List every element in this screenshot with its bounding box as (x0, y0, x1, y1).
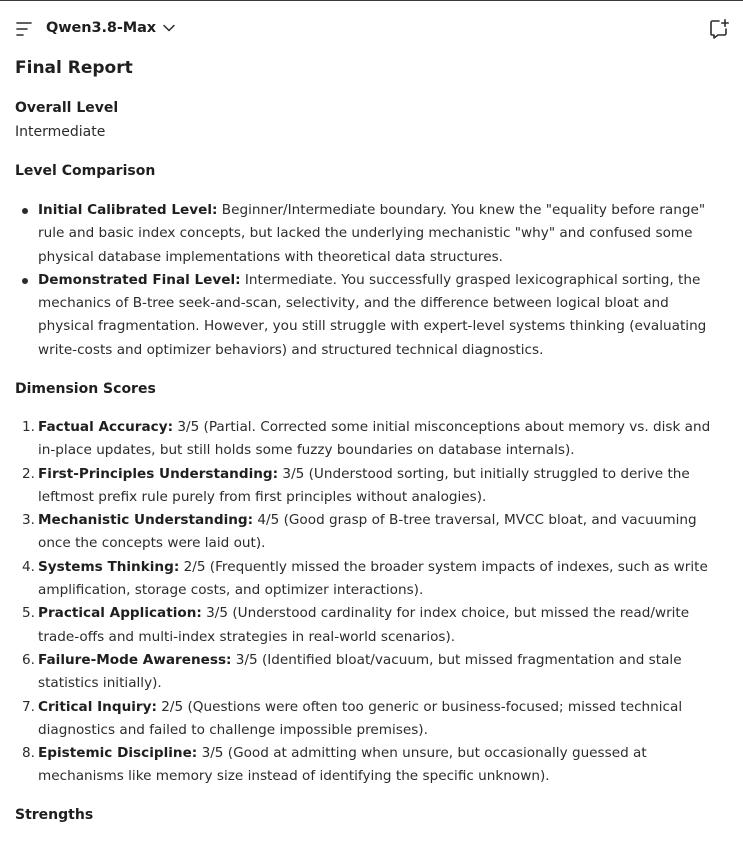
dimension-score-text: 3/5 (Good at admitting when unsure, but occasionally guessed at mechanisms like memory size instead of identifying the specific unknown). (38, 745, 647, 785)
report-title: Final Report (15, 58, 133, 78)
dimension-score-item (15, 509, 725, 556)
dimension-score-number: 1. (22, 419, 35, 435)
strengths-heading: Strengths (15, 807, 94, 823)
dimension-score-label: Epistemic Discipline: (38, 745, 198, 762)
dimension-score-item (15, 696, 725, 743)
dimension-score-number: 2. (22, 465, 35, 482)
level-comparison-text: Intermediate. You successfully grasped lexicographical sorting, the mechanics of B-tree seek-and-scan, selectivity, and the difference between logical bloat and physical fragmentation. However, you still struggle with expert-level systems thinking (evaluating write-costs and optimizer behaviors) and structured technical diagnostics. (38, 271, 707, 358)
level-comparison-item (15, 199, 725, 269)
level-comparison-label: Initial Calibrated Level: (38, 202, 218, 218)
level-comparison-item (15, 269, 725, 362)
level-comparison-list (15, 199, 725, 362)
dimension-score-label: Systems Thinking: (38, 558, 180, 575)
dimension-score-label: Critical Inquiry: (38, 698, 157, 715)
model-selector[interactable] (46, 17, 176, 39)
dimension-score-text: 3/5 (Understood sorting, but initially struggled to derive the leftmost prefix rule purely from first principles without analogies). (38, 465, 690, 505)
dimension-score-number: 5. (22, 605, 35, 622)
menu-icon[interactable] (15, 20, 35, 38)
overall-level-heading: Overall Level (15, 100, 119, 116)
overall-level-value: Intermediate (15, 124, 106, 140)
dimension-score-item (15, 556, 725, 603)
level-comparison-text: Beginner/Intermediate boundary. You knew the "equality before range" rule and basic index concepts, but lacked the underlying mechanistic "why" and confused some physical database implementations with theoretical data structures. (38, 202, 706, 265)
app-header (0, 1, 743, 54)
new-chat-icon[interactable] (708, 18, 730, 40)
chevron-down-icon (162, 21, 176, 35)
dimension-score-item (15, 463, 725, 510)
dimension-scores-list (15, 416, 725, 789)
dimension-score-label: Mechanistic Understanding: (38, 512, 254, 529)
dimension-score-number: 7. (22, 698, 35, 715)
dimension-score-text: 3/5 (Identified bloat/vacuum, but missed fragmentation and stale statistics initially). (38, 651, 682, 692)
dimension-score-text: 3/5 (Partial. Corrected some initial misconceptions about memory vs. disk and in-place updates, but still holds some fuzzy boundaries on database internals). (38, 419, 711, 459)
dimension-score-text: 2/5 (Questions were often too generic or business-focused; missed technical diagnostics and failed to challenge impossible premises). (38, 698, 683, 738)
dimension-score-label: Practical Application: (38, 605, 202, 622)
dimension-score-text: 2/5 (Frequently missed the broader system impacts of indexes, such as write amplification, storage costs, and optimizer interactions). (38, 558, 708, 599)
dimension-score-label: Factual Accuracy: (38, 419, 174, 435)
dimension-score-text: 4/5 (Good grasp of B-tree traversal, MVCC bloat, and vacuuming once the concepts were laid out). (38, 512, 697, 552)
dimension-score-label: Failure-Mode Awareness: (38, 651, 232, 668)
dimension-score-item (15, 416, 725, 463)
dimension-score-text: 3/5 (Understood cardinality for index choice, but missed the read/write trade-offs and multi-index strategies in real-world scenarios). (38, 605, 690, 645)
model-name: Qwen3.8-Max (46, 20, 157, 36)
level-comparison-label: Demonstrated Final Level: (38, 271, 241, 288)
dimension-score-item (15, 742, 725, 789)
dimension-score-number: 3. (22, 512, 35, 529)
dimension-score-number: 4. (22, 558, 35, 575)
dimension-score-label: First-Principles Understanding: (38, 465, 279, 482)
dimension-scores-heading: Dimension Scores (15, 381, 156, 397)
dimension-score-number: 8. (22, 745, 35, 762)
level-comparison-heading: Level Comparison (15, 163, 156, 179)
dimension-score-item (15, 649, 725, 696)
dimension-score-number: 6. (22, 651, 35, 668)
dimension-score-item (15, 602, 725, 649)
